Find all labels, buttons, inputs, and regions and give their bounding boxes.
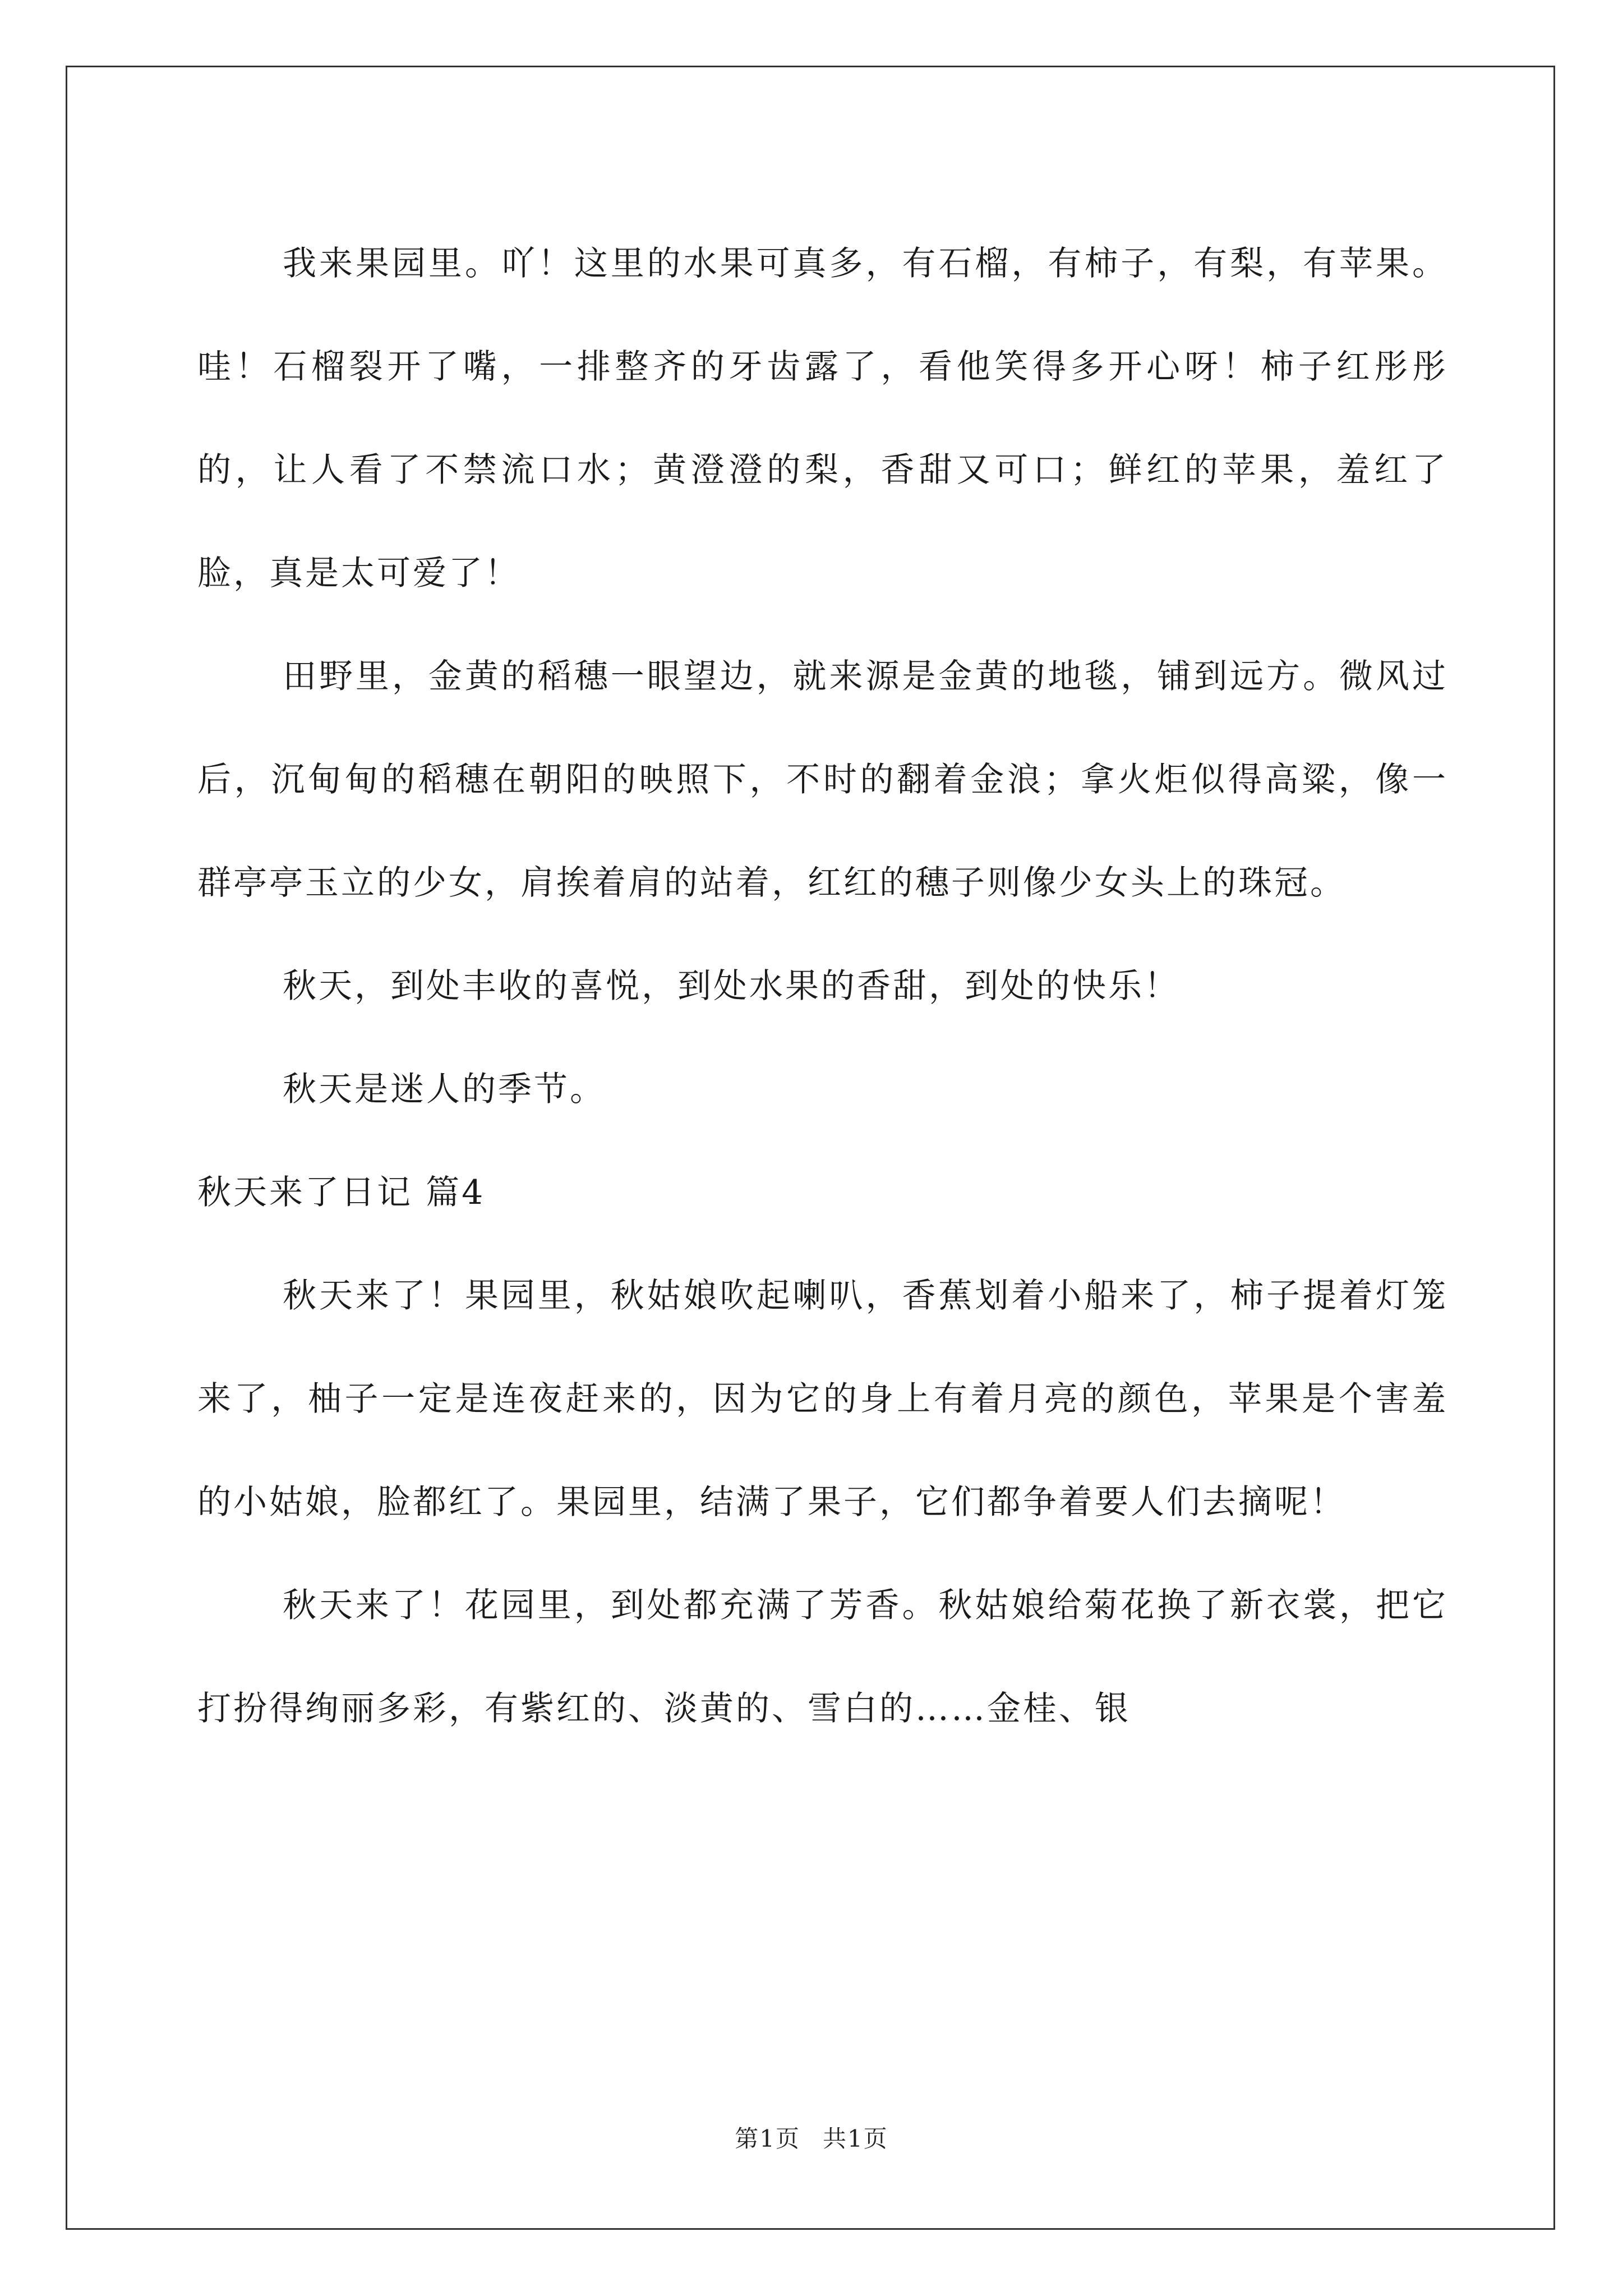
paragraph-6: 秋天来了！花园里，到处都充满了芳香。秋姑娘给菊花换了新衣裳，把它打扮得绚丽多彩，有紫红的、淡黄的、雪白的……金桂、银 (197, 1586, 1448, 1728)
paragraph-5: 秋天来了！果园里，秋姑娘吹起喇叭，香蕉划着小船来了，柿子提着灯笼来了，柚子一定是连夜赶来的，因为它的身上有着月亮的颜色，苹果是个害羞的小姑娘，脸都红了。果园里，结满了果子，它们都争着要人们去摘呢！ (197, 1276, 1448, 1522)
paragraph-2: 田野里，金黄的稻穗一眼望边，就来源是金黄的地毯，铺到远方。微风过后，沉甸甸的稻穗在朝阳的映照下，不时的翻着金浪；拿火炬似得高粱，像一群亭亭玉立的少女，肩挨着肩的站着，红红的穗子则像少女头上的珠冠。 (197, 657, 1448, 903)
paragraph-3: 秋天，到处丰收的喜悦，到处水果的香甜，到处的快乐！ (283, 967, 1180, 1006)
paragraph-4: 秋天是迷人的季节。 (283, 1070, 606, 1109)
page-total: 共1页 (823, 2125, 888, 2152)
paragraph-1: 我来果园里。吖！这里的水果可真多，有石榴，有柿子，有梨，有苹果。哇！石榴裂开了嘴，一排整齐的牙齿露了，看他笑得多开心呀！柿子红彤彤的，让人看了不禁流口水；黄澄澄的梨，香甜又可口；鲜红的苹果，羞红了脸，真是太可爱了！ (197, 244, 1448, 593)
document-body (197, 212, 1448, 1760)
page-number: 第1页 (735, 2125, 800, 2152)
page-footer (0, 2120, 1623, 2154)
section-heading: 秋天来了日记 篇4 (197, 1173, 486, 1212)
